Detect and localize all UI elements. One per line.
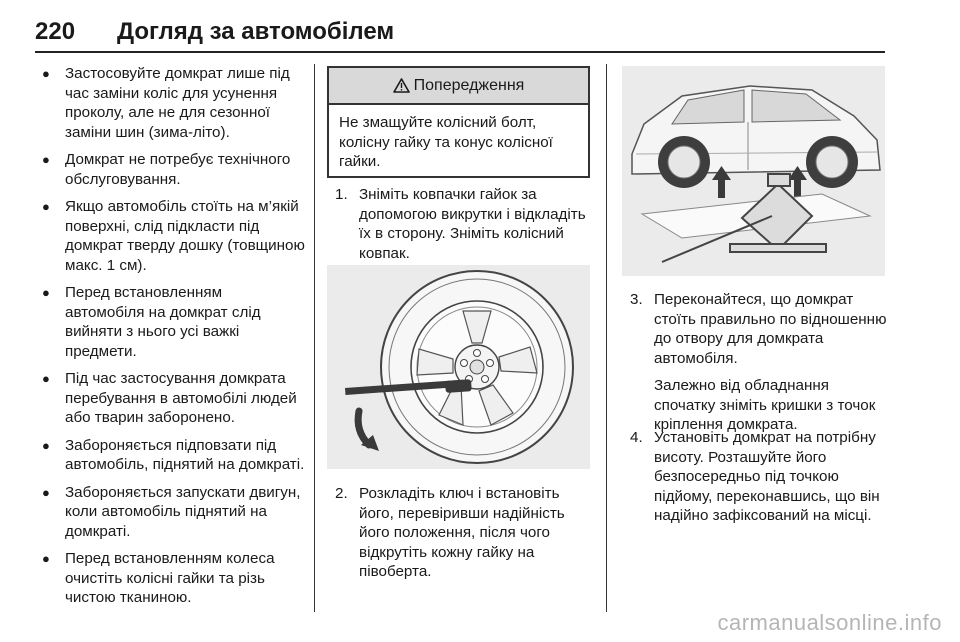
step-number: 4. (630, 429, 643, 446)
step-number: 3. (630, 291, 643, 308)
page-header (35, 18, 885, 52)
watermark: carmanualsonline.info (717, 610, 942, 635)
precautions-column (40, 64, 305, 616)
bullet-icon: ● (42, 285, 50, 300)
list-item-text: Забороняється запускати двигун, коли автомобіль піднятий на домкраті. (65, 483, 301, 540)
column-divider (314, 64, 315, 612)
bullet-icon: ● (42, 66, 50, 81)
warning-title: Попередження (413, 76, 525, 94)
list-item-text: Застосовуйте домкрат лише під час заміни коліс для усунення проколу, але не для сезонної заміни шин (зима-літо). (65, 65, 290, 141)
wheel-cover-removal-illustration (327, 265, 590, 469)
list-item (40, 150, 305, 189)
bullet-icon: ● (42, 371, 50, 386)
bullet-icon: ● (42, 199, 50, 214)
step-text: Розкладіть ключ і встановіть його, перевіривши надійність його положення, після чого відкрутіть кожну гайку на півоберта. (359, 485, 565, 580)
list-item (40, 483, 305, 542)
step-text: Зніміть ковпачки гайок за допомогою викрутки і відкладіть їх в сторону. Зніміть колісний ковпак. (359, 186, 586, 262)
list-item (40, 436, 305, 475)
warning-header (329, 68, 588, 105)
step-2 (335, 484, 597, 582)
step-note: Залежно від обладнання спочатку зніміть кришки з точок кріплення домкрата. (654, 377, 876, 433)
bullet-icon: ● (42, 551, 50, 566)
list-item (40, 197, 305, 275)
warning-text: Не змащуйте колісний болт, колісну гайку та конус колісної гайки. (339, 114, 553, 170)
precautions-list (40, 64, 305, 608)
step-text: Установіть домкрат на потрібну висоту. Розташуйте його безпосередньо під точкою підйому, переконавшись, що він надійно зафіксований на місці. (654, 429, 880, 524)
list-item-text: Якщо автомобіль стоїть на м’якій поверхні, слід підкласти під домкрат тверду дошку (товщиною макс. 1 см). (65, 198, 305, 274)
bullet-icon: ● (42, 484, 50, 500)
bullet-icon: ● (42, 152, 50, 167)
header-divider (35, 51, 885, 53)
list-item-text: Забороняється підповзати під автомобіль, піднятий на домкраті. (65, 436, 305, 473)
column-divider (606, 64, 607, 612)
step-number: 2. (335, 485, 348, 502)
list-item (40, 369, 305, 428)
list-item-text: Домкрат не потребує технічного обслуговування. (65, 151, 291, 188)
step-4 (630, 428, 888, 526)
step-text: Переконайтеся, що домкрат стоїть правильно по відношенню до отвору для домкрата автомобіля. (654, 291, 887, 367)
step-3 (630, 290, 888, 435)
step-number: 1. (335, 186, 348, 203)
list-item-text: Перед встановленням автомобіля на домкрат слід вийняти з нього усі важкі предмети. (65, 284, 261, 360)
page-title: Догляд за автомобілем (117, 18, 395, 45)
list-item (40, 64, 305, 142)
bullet-icon: ● (42, 437, 50, 453)
list-item (40, 283, 305, 361)
warning-triangle-icon (393, 78, 410, 93)
list-item-text: Під час застосування домкрата перебування в автомобілі людей або тварин заборонено. (65, 370, 297, 426)
list-item (40, 549, 305, 608)
list-item-text: Перед встановленням колеса очистіть колісні гайки та різь чистою тканиною. (65, 550, 275, 606)
page-number: 220 (35, 18, 76, 45)
car-jack-illustration (622, 66, 885, 276)
warning-box (327, 66, 590, 178)
step-1 (335, 185, 597, 263)
